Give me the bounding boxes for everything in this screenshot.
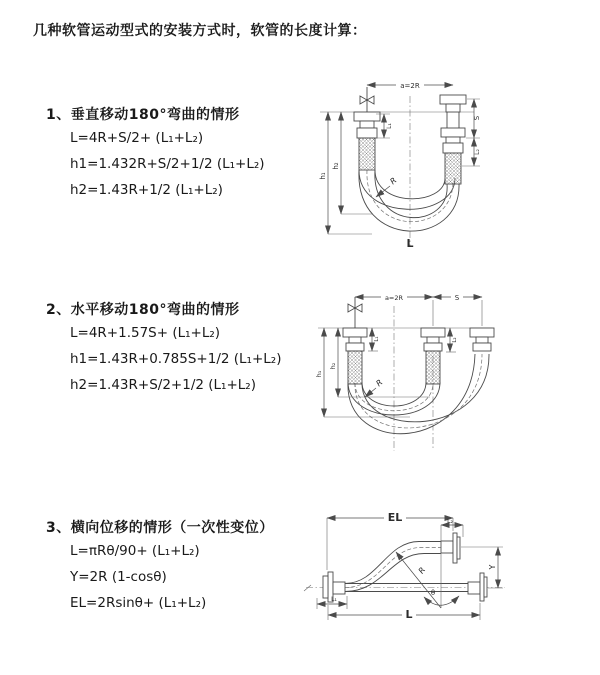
dim-label-l1: L₁	[386, 123, 393, 129]
dim-label-l2: L₂	[452, 337, 458, 343]
dimensions	[315, 291, 482, 417]
formula-h2: h2=1.43R+1/2 (L₁+L₂)	[70, 182, 223, 198]
dim-label-l1: L₁	[331, 596, 337, 603]
dim-label-r: R	[388, 175, 399, 187]
dim-label-h1: h₁	[319, 172, 327, 180]
braided-hose-section	[359, 138, 375, 170]
section-horizontal-180-bend	[46, 300, 281, 398]
dim-label-l-total: L	[405, 608, 413, 621]
dim-label-s: S	[473, 115, 481, 121]
braided-hose-section	[348, 351, 362, 384]
dim-label-h2: h₂	[332, 162, 340, 170]
dim-label-r: R	[374, 377, 385, 389]
section-vertical-180-bend	[46, 105, 265, 203]
dim-label-s: S	[454, 294, 460, 302]
right-pipe-fitting	[470, 328, 494, 351]
formula-h1: h1=1.43R+0.785S+1/2 (L₁+L₂)	[70, 351, 282, 367]
dim-label-a2r: a=2R	[400, 82, 420, 90]
formula-el: EL=2Rsinθ+ (L₁+L₂)	[70, 595, 207, 611]
dim-label-r: R	[416, 565, 428, 576]
dim-label-l2: L₂	[474, 149, 481, 155]
diagram-3-drawing	[298, 500, 598, 665]
lower-right-flange	[468, 573, 487, 601]
section-3-heading: 3、横向位移的情形（一次性变位）	[46, 520, 274, 536]
diagram-2-drawing	[310, 276, 600, 461]
braided-hose-section	[426, 351, 440, 384]
dim-label-l-total: L	[406, 237, 414, 250]
hose-curves	[359, 170, 459, 231]
formula-h1: h1=1.432R+S/2+1/2 (L₁+L₂)	[70, 156, 265, 172]
braided-hose-section	[445, 153, 461, 184]
formula-l: L=4R+S/2+ (L₁+L₂)	[70, 130, 204, 146]
formula-y: Y=2R (1-cosθ)	[70, 569, 167, 585]
dim-label-l2: L₂	[447, 518, 453, 525]
left-pipe-fitting	[354, 87, 380, 170]
dim-label-y: Y	[488, 564, 497, 570]
section-2-heading: 2、水平移动180°弯曲的情形	[46, 302, 240, 318]
upper-right-flange	[441, 533, 460, 563]
dimensions	[317, 510, 503, 621]
diagram-vertical-180-bend	[314, 66, 599, 251]
dim-label-l1: L₁	[374, 336, 380, 342]
formula-h2: h2=1.43R+S/2+1/2 (L₁+L₂)	[70, 377, 256, 393]
middle-pipe-fitting	[421, 328, 445, 384]
left-pipe-fitting	[343, 297, 367, 384]
dim-label-theta: θ	[430, 589, 436, 597]
hose-curves	[345, 542, 441, 592]
dim-label-h1: h₁	[315, 370, 323, 378]
page-title: 几种软管运动型式的安装方式时，软管的长度计算：	[33, 23, 367, 39]
dim-label-h2: h₂	[329, 362, 337, 370]
diagram-1-drawing	[314, 66, 599, 251]
right-pipe-fitting	[440, 95, 466, 184]
formula-l: L=πRθ/90+ (L₁+L₂)	[70, 543, 200, 559]
formula-l: L=4R+1.57S+ (L₁+L₂)	[70, 325, 221, 341]
dim-label-a2r: a=2R	[384, 294, 404, 302]
section-lateral-displacement	[46, 518, 274, 616]
diagram-lateral-displacement	[298, 500, 598, 665]
diagram-horizontal-180-bend	[310, 276, 600, 461]
section-1-heading: 1、垂直移动180°弯曲的情形	[46, 107, 240, 123]
dim-label-el: EL	[387, 511, 403, 524]
